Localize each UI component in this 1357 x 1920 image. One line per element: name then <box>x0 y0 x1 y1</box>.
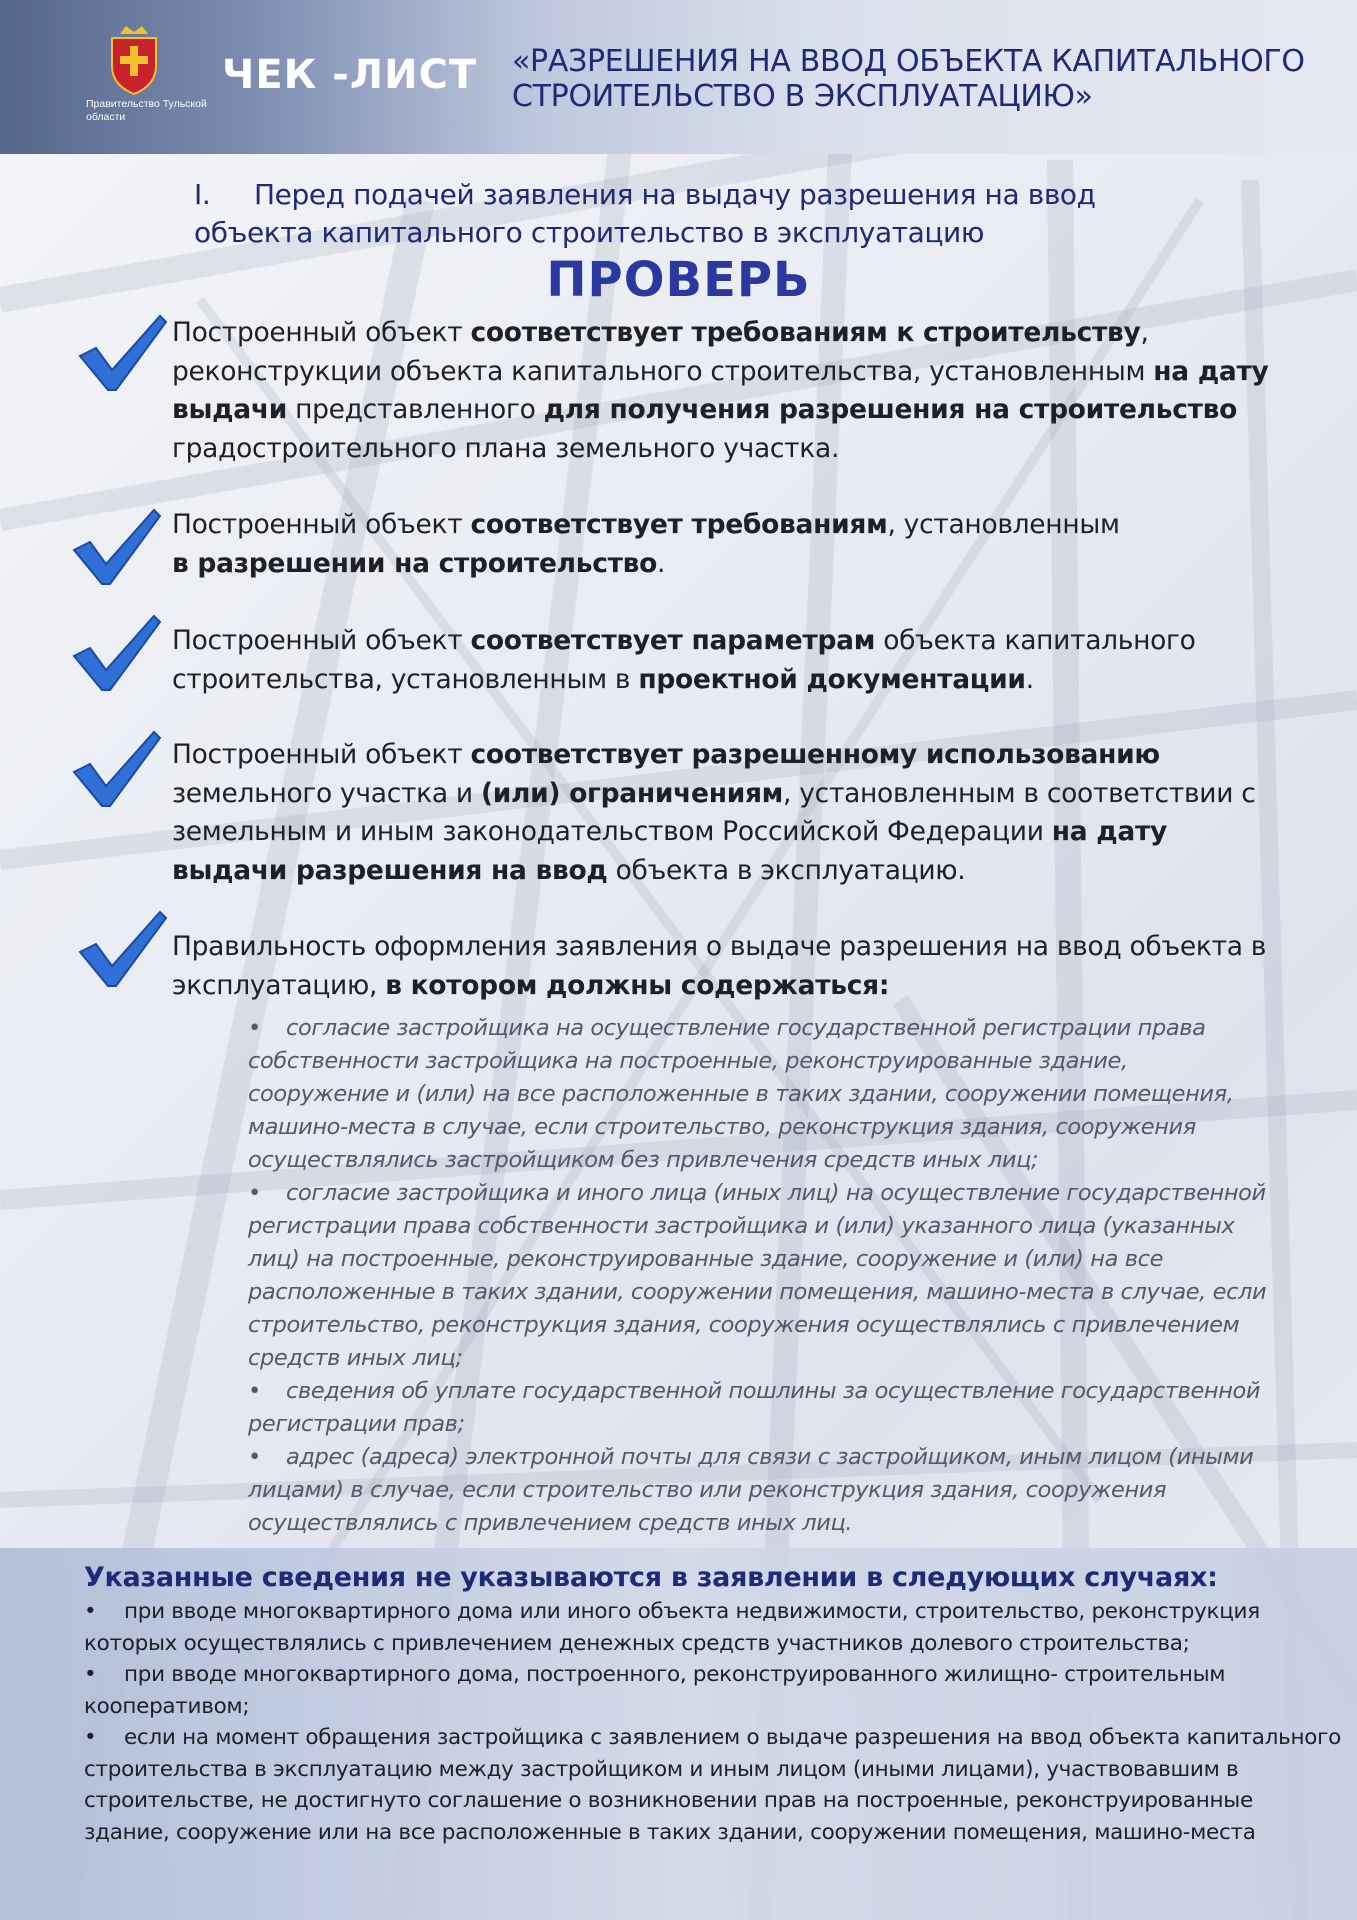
application-contents-list <box>248 1012 1268 1540</box>
checklist-item-2: Построенный объект соответствует требованиям, установленным в разрешении на строительство. <box>172 509 1120 579</box>
checkmark-icon <box>76 908 168 988</box>
footer-title: Указанные сведения не указываются в заявлении в следующих случаях: <box>84 1562 1218 1593</box>
list-item: • если на момент обращения застройщика с заявлением о выдаче разрешения на ввод объекта капитального строительства в эксплуатацию между застройщиком и иным лицом (иными лицами), участвовавшим в строительстве, не достигнуто соглашение о возникновении прав на построенные, реконструированные здание, сооружение или на все расположенные в таких здании, сооружении помещения, машино-места <box>84 1725 1341 1845</box>
section-heading <box>194 176 1204 252</box>
checkmark-icon <box>70 612 162 692</box>
list-item: • согласие застройщика на осуществление государственной регистрации права собственности застройщика на построенные, реконструированные здание, сооружение и (или) на все расположенные в таких здании, сооружении помещения, машино-места в случае, если строительство, реконструкция здания, сооружения осуществлялись застройщиком без привлечения средств иных лиц; <box>248 1015 1234 1173</box>
page-title: «РАЗРЕШЕНИЯ НА ВВОД ОБЪЕКТА КАПИТАЛЬНОГО СТРОИТЕЛЬСТВО В ЭКСПЛУАТАЦИЮ» <box>512 44 1305 114</box>
checkmark-icon <box>76 312 168 392</box>
checkmark-icon <box>70 506 162 586</box>
exceptions-list <box>84 1596 1344 1848</box>
list-item: • согласие застройщика и иного лица (иных лиц) на осуществление государственной регистрации права собственности застройщика и (или) указанного лица (указанных лиц) на построенные, реконструированные здание, сооружение и (или) на все расположенные в таких здании, сооружении помещения, машино-места в случае, если строительство, реконструкция здания, сооружения осуществлялись с привлечением средств иных лиц; <box>248 1180 1267 1371</box>
checklist-label: ЧЕК -ЛИСТ <box>222 52 478 98</box>
checklist-item-4: Построенный объект соответствует разрешенному использованию земельного участка и (или) ограничениям, установленным в соответствии с земельным и иным законодательством Российской Федерации на дату выдачи разрешения на ввод объекта в эксплуатацию. <box>172 739 1256 886</box>
section-heading-text: Перед подачей заявления на выдачу разрешения на ввод объекта капитального строительство в эксплуатацию <box>194 178 1096 249</box>
checklist-item-1: Построенный объект соответствует требованиям к строительству, реконструкции объекта капитального строительства, установленным на дату выдачи представленного для получения разрешения на строительство градостроительного плана земельного участка. <box>172 317 1269 464</box>
section-number: I. <box>194 178 211 211</box>
checklist-item-3: Построенный объект соответствует параметрам объекта капитального строительства, установленным в проектной документации. <box>172 625 1196 695</box>
checkmark-icon <box>70 728 162 808</box>
header-banner <box>0 0 1357 154</box>
list-item: • адрес (адреса) электронной почты для связи с застройщиком, иным лицом (иными лицами) в случае, если строительство или реконструкция здания, сооружения осуществлялись с привлечением средств иных лиц. <box>248 1444 1254 1536</box>
coat-of-arms-emblem <box>106 24 162 96</box>
list-item: • сведения об уплате государственной пошлины за осуществление государственной регистрации прав; <box>248 1378 1261 1437</box>
list-item: • при вводе многоквартирного дома или иного объекта недвижимости, строительство, реконструкция которых осуществлялись с привлечением денежных средств участников долевого строительства; <box>84 1599 1260 1656</box>
logo-caption: Правительство Тульской области <box>86 98 207 123</box>
checklist-item-5: Правильность оформления заявления о выдаче разрешения на ввод объекта в эксплуатацию, в котором должны содержаться: <box>172 931 1267 1001</box>
list-item: • при вводе многоквартирного дома, построенного, реконструированного жилищно- строительным кооперативом; <box>84 1662 1226 1719</box>
check-heading: ПРОВЕРЬ <box>546 252 811 308</box>
